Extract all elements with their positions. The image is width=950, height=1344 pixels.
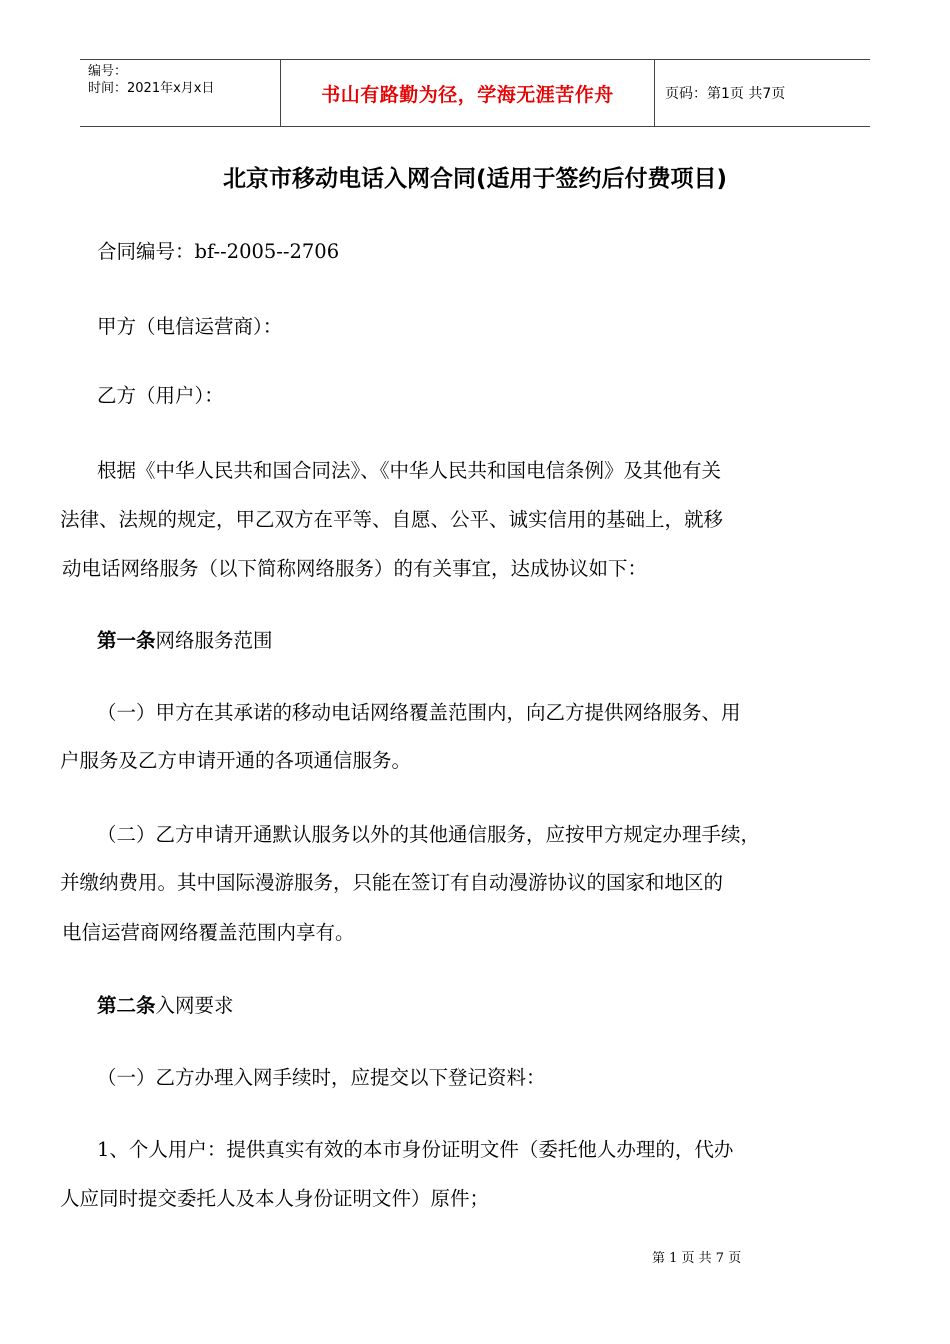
header-page-cell bbox=[655, 60, 870, 126]
article-2-heading bbox=[97, 990, 234, 1018]
intro-line-1: 根据《中华人民共和国合同法》、《中华人民共和国电信条例》及其他有关 bbox=[97, 459, 722, 482]
document-title: 北京市移动电话入网合同(适用于签约后付费项目) bbox=[222, 166, 728, 192]
page-footer: 第 1 页 共 7 页 bbox=[652, 1251, 742, 1266]
article-2-item-1-line-2: 人应同时提交委托人及本人身份证明文件）原件； bbox=[60, 1187, 490, 1210]
article-1-para-2-line-1: （二）乙方申请开通默认服务以外的其他通信服务，应按甲方规定办理手续， bbox=[97, 823, 761, 846]
contract-number: 合同编号：bf--2005--2706 bbox=[97, 240, 340, 263]
article-2-title: 入网要求 bbox=[155, 994, 234, 1017]
page-code: 页码：第1页 共7页 bbox=[665, 86, 786, 102]
article-1-para-2-line-2: 并缴纳费用。其中国际漫游服务，只能在签订有自动漫游协议的国家和地区的 bbox=[60, 871, 724, 894]
article-1-para-2-line-3: 电信运营商网络覆盖范围内享有。 bbox=[62, 921, 355, 944]
article-1-heading bbox=[97, 625, 273, 653]
article-2-label: 第二条 bbox=[97, 994, 156, 1017]
intro-line-3: 动电话网络服务（以下简称网络服务）的有关事宜，达成协议如下： bbox=[62, 557, 648, 580]
header-meta-cell bbox=[80, 60, 281, 126]
motto-text: 书山有路勤为径，学海无涯苦作舟 bbox=[321, 83, 614, 106]
intro-line-2: 法律、法规的规定，甲乙双方在平等、自愿、公平、诚实信用的基础上，就移 bbox=[60, 508, 724, 531]
time-label: 时间：2021年x月x日 bbox=[88, 81, 215, 96]
party-b: 乙方（用户）： bbox=[97, 384, 224, 407]
header-motto-cell bbox=[281, 60, 655, 126]
article-1-title: 网络服务范围 bbox=[155, 629, 273, 652]
article-1-para-1-line-2: 户服务及乙方申请开通的各项通信服务。 bbox=[60, 749, 412, 772]
article-2-para-1: （一）乙方办理入网手续时，应提交以下登记资料： bbox=[97, 1066, 546, 1089]
article-2-item-1-line-1: 1、个人用户：提供真实有效的本市身份证明文件（委托他人办理的，代办 bbox=[97, 1138, 734, 1161]
article-1-label: 第一条 bbox=[97, 629, 156, 652]
number-label: 编号： bbox=[88, 64, 128, 79]
header-table bbox=[80, 59, 870, 127]
article-1-para-1-line-1: （一）甲方在其承诺的移动电话网络覆盖范围内，向乙方提供网络服务、用 bbox=[97, 701, 741, 724]
party-a: 甲方（电信运营商）： bbox=[97, 315, 283, 338]
